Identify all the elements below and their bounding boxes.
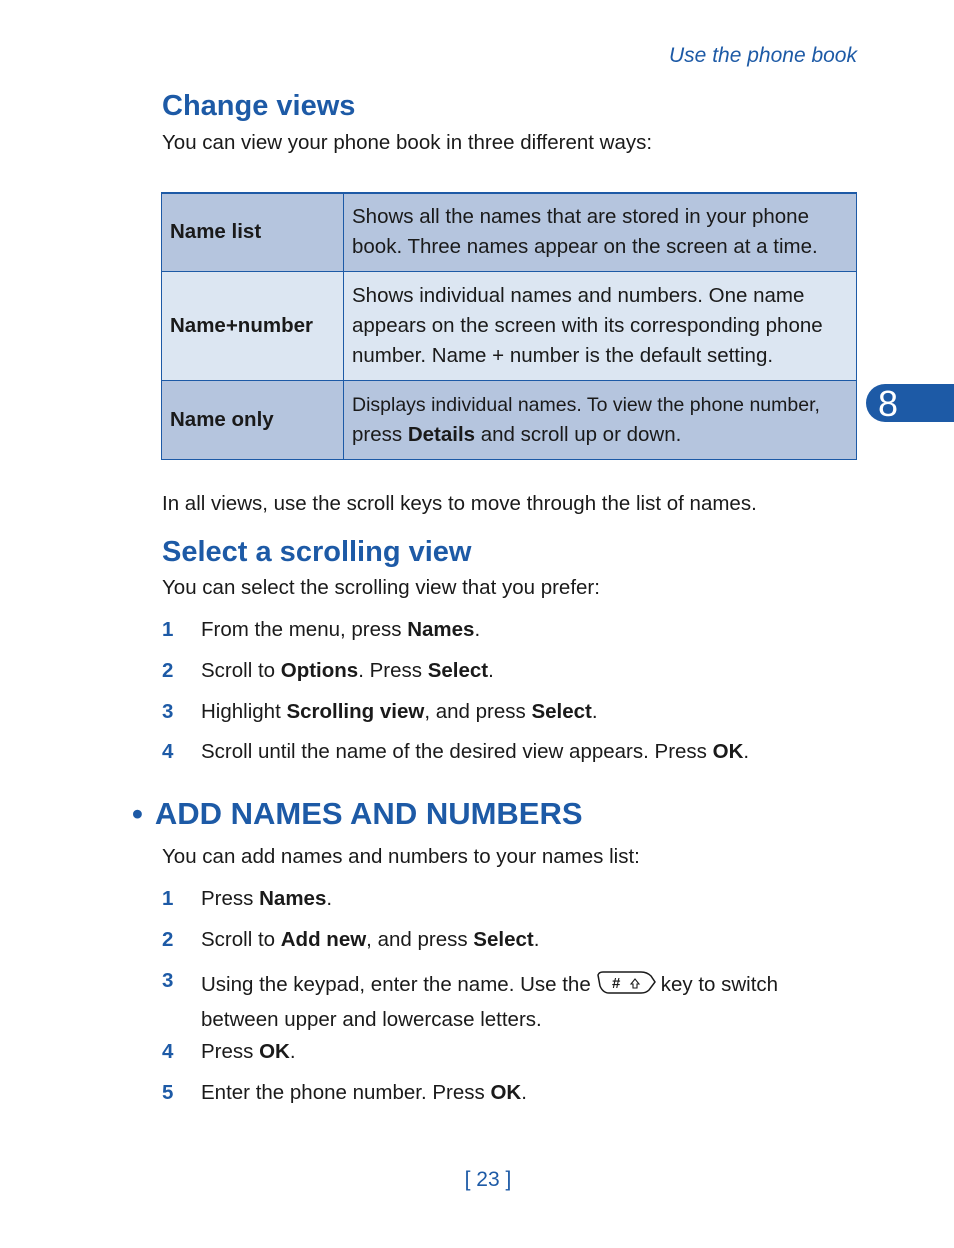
step-text [201, 966, 778, 1035]
table-row [162, 380, 857, 459]
bold-term: OK [490, 1081, 522, 1104]
table-row [162, 271, 857, 380]
desc-line [352, 420, 848, 450]
step-text [201, 697, 598, 727]
text: Scroll until the name of the desired view appears. Press [201, 740, 713, 763]
bold-term: Scrolling view [286, 700, 425, 723]
step-number: 3 [162, 700, 174, 723]
step-text [201, 1078, 527, 1108]
text: Press [201, 1040, 260, 1063]
bold-term: Names [407, 618, 475, 641]
view-name: Name+number [162, 271, 344, 380]
text: Enter the phone number. Press [201, 1081, 491, 1104]
text: Scroll to [201, 659, 281, 682]
text: Scroll to [201, 928, 281, 951]
text: . [289, 1040, 296, 1063]
step-number: 2 [162, 659, 174, 682]
step-line [201, 966, 778, 1005]
desc-line: Shows all the names that are stored in your phone [352, 205, 809, 229]
view-name: Name only [162, 380, 344, 459]
text: . [591, 700, 598, 723]
text: . [533, 928, 540, 951]
step-text [201, 615, 480, 645]
text: . [474, 618, 481, 641]
chapter-tab: 8 [866, 384, 954, 422]
page-number: [ 23 ] [464, 1168, 512, 1191]
step-text [201, 737, 749, 767]
step-number: 2 [162, 928, 174, 951]
desc-text: and scroll up or down. [475, 422, 682, 446]
desc-line: Displays individual names. To view the phone number, [352, 393, 820, 416]
step-number: 1 [162, 887, 174, 910]
step-line: between upper and lowercase letters. [201, 1008, 542, 1031]
step-text [201, 1037, 296, 1067]
bold-term: Select [531, 700, 592, 723]
text: . [488, 659, 494, 682]
section-heading-change-views: Change views [162, 90, 356, 122]
change-views-outro: In all views, use the scroll keys to move through the list of names. [162, 492, 757, 515]
text: Press [201, 887, 260, 910]
change-views-intro: You can view your phone book in three different ways: [162, 131, 653, 154]
step-text [201, 656, 494, 686]
view-description [344, 271, 857, 380]
desc-line: Shows individual names and numbers. One name [352, 283, 805, 307]
view-description [344, 193, 857, 271]
add-names-intro: You can add names and numbers to your names list: [162, 845, 640, 868]
table-row [162, 193, 857, 271]
bold-term: OK [259, 1040, 290, 1063]
text: . [743, 740, 750, 763]
view-description [344, 380, 857, 459]
text: . [326, 887, 333, 910]
text: From the menu, press [201, 618, 408, 641]
step-number: 1 [162, 618, 174, 641]
text: , and press [366, 928, 474, 951]
text: . [521, 1081, 527, 1104]
heading-text: ADD NAMES AND NUMBERS [154, 796, 583, 831]
text: . Press [358, 659, 428, 682]
desc-line: appears on the screen with its corresponding phone [352, 313, 823, 337]
step-number: 4 [162, 1040, 174, 1063]
bullet: • [132, 796, 143, 831]
step-text [201, 884, 332, 914]
desc-bold: Details [407, 422, 476, 446]
bold-term: Add new [280, 928, 367, 951]
step-number: 5 [162, 1081, 174, 1104]
step-number: 3 [162, 969, 174, 992]
hash-shift-key-icon [595, 966, 657, 1005]
desc-text: press [352, 422, 408, 446]
bold-term: Names [259, 887, 327, 910]
section-heading-add-names [132, 796, 583, 832]
bold-term: Options [280, 659, 359, 682]
text: key to switch [660, 972, 779, 996]
text: Using the keypad, enter the name. Use the [201, 972, 591, 996]
text: , and press [424, 700, 532, 723]
bold-term: Select [427, 659, 489, 682]
view-name: Name list [162, 193, 344, 271]
scrolling-view-intro: You can select the scrolling view that you prefer: [162, 576, 600, 599]
bold-term: Select [473, 928, 534, 951]
text: Highlight [201, 700, 287, 723]
views-table [161, 192, 857, 460]
desc-line: book. Three names appear on the screen at a time. [352, 235, 818, 259]
running-header: Use the phone book [669, 44, 857, 67]
step-number: 4 [162, 740, 174, 763]
desc-line: number. Name + number is the default setting. [352, 343, 774, 367]
bold-term: OK [712, 740, 744, 763]
step-text [201, 925, 539, 955]
section-heading-scrolling-view: Select a scrolling view [162, 536, 472, 568]
key-glyph: # [611, 975, 621, 992]
